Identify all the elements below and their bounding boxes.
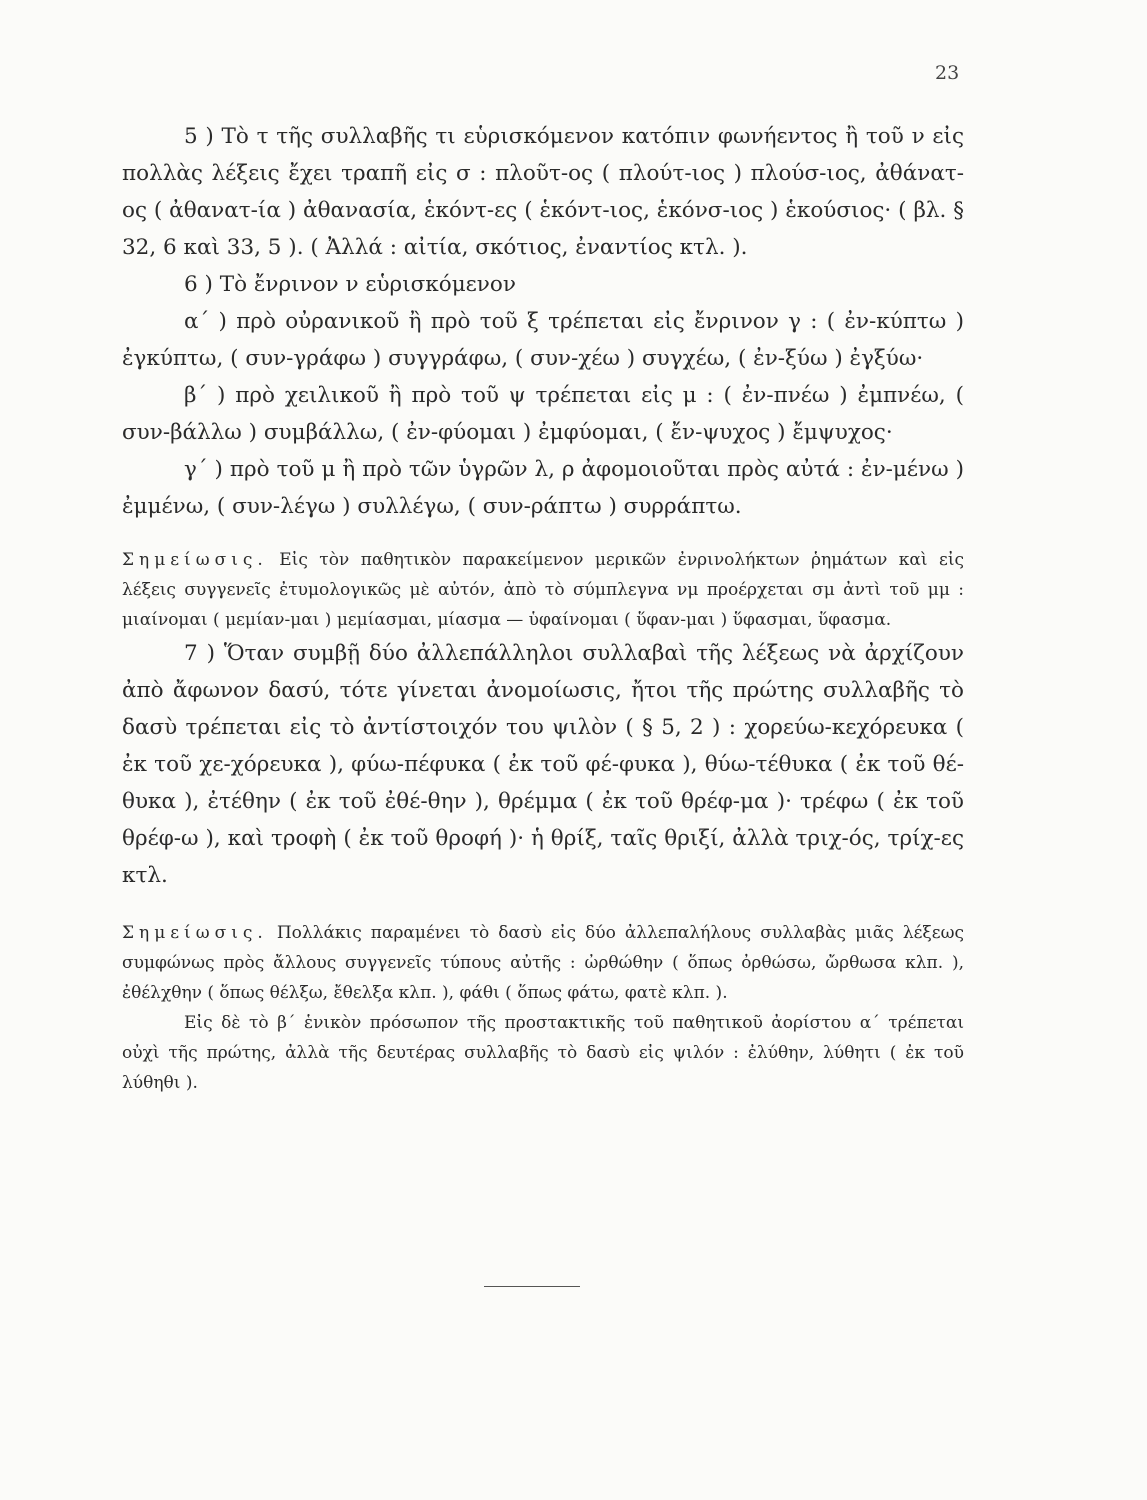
- note-2: [122, 918, 964, 1008]
- note-2-text: Πολλάκις παραμένει τὸ δασὺ εἰς δύο ἀλλεπαλήλους συλλαβὰς μιᾶς λέξεως συμφώνως πρὸς ἄλλους συγγενεῖς τύπους αὐτῆς : ὠρθώθην ( ὅπως ὀρθώσω, ὤρθωσα κλπ. ), ἐθέλχθην ( ὅπως θέλξω, ἔθελξα κλπ. ), φάθι ( ὅπως φάτω, φατὲ κλπ. ).: [122, 923, 964, 1003]
- rule-6-a: α΄ ) πρὸ οὐρανικοῦ ἢ πρὸ τοῦ ξ τρέπεται εἰς ἔνρινον γ : ( ἐν-κύπτω ) ἐγκύπτω, ( συν-γράφω ) συγγράφω, ( συν-χέω ) συγχέω, ( ἐν-ξύω ) ἐγξύω·: [122, 309, 964, 371]
- section-divider: [484, 1286, 580, 1287]
- rule-5-paragraph: 5 ) Τὸ τ τῆς συλλαβῆς τι εὑρισκόμενον κατόπιν φωνήεντος ἢ τοῦ ν εἰς πολλὰς λέξεις ἔχει τραπῆ εἰς σ : πλοῦτ-ος ( πλούτ-ιος ) πλούσ-ιος, ἀθάνατ-ος ( ἀθανατ-ία ) ἀθανασία, ἑκόντ-ες ( ἑκόντ-ιος, ἑκόνσ-ιος ) ἑκούσιος· ( βλ. § 32, 6 καὶ 33, 5 ). ( Ἀλλά : αἰτία, σκότιος, ἐναντίος κτλ. ).: [122, 124, 964, 260]
- note-1-heading: Σημείωσις.: [122, 550, 268, 570]
- rule-6-intro: 6 ) Τὸ ἔνρινον ν εὑρισκόμενον: [184, 272, 516, 297]
- rule-6-b: β΄ ) πρὸ χειλικοῦ ἢ πρὸ τοῦ ψ τρέπεται εἰς μ : ( ἐν-πνέω ) ἐμπνέω, ( συν-βάλλω ) συμβάλλω, ( ἐν-φύομαι ) ἐμφύομαι, ( ἔν-ψυχος ) ἔμψυχος·: [122, 383, 964, 445]
- note-2-continuation: Εἰς δὲ τὸ β΄ ἑνικὸν πρόσωπον τῆς προστακτικῆς τοῦ παθητικοῦ ἀορίστου α΄ τρέπεται οὐχὶ τῆς πρώτης, ἀλλὰ τῆς δευτέρας συλλαβῆς τὸ δασὺ εἰς ψιλόν : ἐλύθην, λύθητι ( ἐκ τοῦ λύθηθι ).: [122, 1013, 964, 1093]
- page-body: [122, 118, 964, 1098]
- rule-7-paragraph: 7 ) Ὅταν συμβῇ δύο ἀλλεπάλληλοι συλλαβαὶ τῆς λέξεως νὰ ἀρχίζουν ἀπὸ ἄφωνον δασύ, τότε γίνεται ἀνομοίωσις, ἤτοι τῆς πρώτης συλλαβῆς τὸ δασὺ τρέπεται εἰς τὸ ἀντίστοιχόν του ψιλὸν ( § 5, 2 ) : χορεύω-κεχόρευκα ( ἐκ τοῦ χε-χόρευκα ), φύω-πέφυκα ( ἐκ τοῦ φέ-φυκα ), θύω-τέθυκα ( ἐκ τοῦ θέ-θυκα ), ἐτέθην ( ἐκ τοῦ ἐθέ-θην ), θρέμμα ( ἐκ τοῦ θρέφ-μα )· τρέφω ( ἐκ τοῦ θρέφ-ω ), καὶ τροφὴ ( ἐκ τοῦ θροφή )· ἡ θρίξ, ταῖς θριξί, ἀλλὰ τριχ-ός, τρίχ-ες κτλ.: [122, 641, 964, 888]
- note-1: [122, 545, 964, 635]
- note-2-heading: Σημείωσις.: [122, 923, 268, 943]
- page-number: 23: [935, 62, 960, 84]
- rule-6-c: γ΄ ) πρὸ τοῦ μ ἢ πρὸ τῶν ὑγρῶν λ, ρ ἀφομοιοῦται πρὸς αὐτά : ἐν-μένω ) ἐμμένω, ( συν-λέγω ) συλλέγω, ( συν-ράπτω ) συρράπτω.: [122, 457, 964, 519]
- note-1-text: Εἰς τὸν παθητικὸν παρακείμενον μερικῶν ἐνρινολήκτων ῥημάτων καὶ εἰς λέξεις συγγενεῖς ἐτυμολογικῶς μὲ αὐτόν, ἀπὸ τὸ σύμπλεγνα νμ προέρχεται σμ ἀντὶ τοῦ μμ : μιαίνομαι ( μεμίαν-μαι ) μεμίασμαι, μίασμα — ὑφαίνομαι ( ὕφαν-μαι ) ὕφασμαι, ὕφασμα.: [122, 550, 965, 630]
